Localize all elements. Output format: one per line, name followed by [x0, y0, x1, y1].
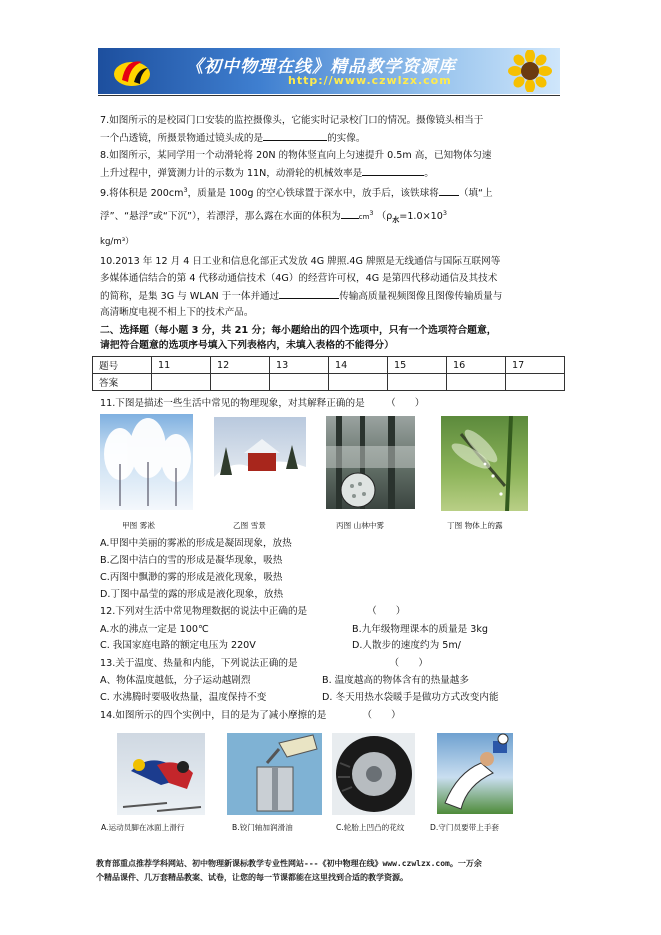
- q10-text-b: 传输高质量视频图像且图像传输质量与: [339, 291, 503, 302]
- footer: [96, 857, 566, 885]
- q7-answer-blank[interactable]: [263, 130, 327, 141]
- goalkeeper-image: [437, 733, 513, 814]
- q9-line3: kg/m³）: [100, 237, 134, 247]
- q13-option-d: D. 冬天用热水袋暖手是做功方式改变内能: [322, 692, 499, 703]
- q12-option-a: A.水的沸点一定是 100℃: [100, 624, 209, 635]
- tire-icon: [332, 733, 415, 815]
- q10-line4: 高清晰度电视不相上下的技术产品。: [100, 307, 254, 318]
- oil-can-hinge-icon: [227, 733, 322, 815]
- answer-cell[interactable]: [388, 374, 447, 391]
- site-title: 《初中物理在线》精品教学资源库: [186, 57, 456, 77]
- q12-stem: 12.下列对生活中常见物理数据的说法中正确的是 （ ）: [100, 606, 406, 617]
- table-cell-label: 答案: [93, 374, 152, 391]
- q9-text-c: （填“上: [458, 188, 493, 200]
- snow-scene-image: [214, 417, 306, 512]
- frost-tree-icon: [100, 414, 193, 510]
- q14-caption-d: D.守门员要带上手套: [430, 823, 500, 832]
- q8-answer-blank[interactable]: [362, 165, 424, 176]
- q12-option-b: B.九年级物理课本的质量是 3kg: [352, 624, 488, 635]
- q14-caption-c: C.轮胎上凹凸的花纹: [336, 823, 405, 832]
- q10-answer-blank[interactable]: [279, 288, 339, 299]
- answer-cell[interactable]: [152, 374, 211, 391]
- q8-line2: [100, 165, 434, 181]
- answer-table: [92, 356, 565, 391]
- answer-cell[interactable]: [447, 374, 506, 391]
- q10-line3: [100, 288, 502, 304]
- q9-answer-blank-1[interactable]: [439, 185, 459, 196]
- q9-density: =1.0×10: [399, 211, 443, 223]
- table-row-answers: [93, 374, 565, 391]
- q14-stem: 14.如图所示的四个实例中，目的是为了减小摩擦的是 （ ）: [100, 710, 401, 721]
- q13-stem: 13.关于温度、热量和内能，下列说法正确的是 （ ）: [100, 658, 428, 669]
- dew-dragonfly-image: [441, 416, 528, 511]
- q9-text-a: 9.将体积是 200cm: [100, 188, 184, 200]
- skater-image: [117, 733, 205, 815]
- answer-cell[interactable]: [329, 374, 388, 391]
- footer-line2: 个精品课件、几万套精品教案、试卷，让您的每一节课都能在这里找到合适的教学资源。: [96, 873, 408, 882]
- red-barn-icon: [214, 417, 306, 512]
- table-cell-number: 17: [506, 357, 565, 374]
- q8-line1: 8.如图所示，某同学用一个动滑轮将 20N 的物体竖直向上匀速提升 0.5m 高，已知物体匀速: [100, 150, 492, 161]
- q11-option-a: A.甲图中美丽的雾凇的形成是凝固现象，放热: [100, 538, 292, 549]
- section2-heading-line1: 二、选择题（每小题 3 分，共 21 分；每小题给出的四个选项中，只有一个选项符合题意，: [100, 325, 497, 336]
- q11-stem: 11.下图是描述一些生活中常见的物理现象，对其解释正确的是 （ ）: [100, 398, 425, 409]
- dragonfly-icon: [441, 416, 528, 511]
- tire-image: [332, 733, 415, 815]
- q14-caption-a: A.运动员脚在冰面上滑行: [101, 823, 185, 832]
- q11-option-c: C.丙图中飘渺的雾的形成是液化现象，吸热: [100, 572, 283, 583]
- q7-line2: [100, 130, 365, 146]
- goalkeeper-icon: [437, 733, 513, 814]
- q9-rho-sub: 水: [392, 216, 400, 225]
- q7-text-b: 的实像。: [327, 133, 366, 144]
- q14-caption-b: B.铰门轴加润滑油: [232, 823, 293, 832]
- table-cell-number: 16: [447, 357, 506, 374]
- q11-option-d: D.丁图中晶莹的露的形成是液化现象，放热: [100, 589, 284, 600]
- q11-caption-a: 甲图 雾凇: [122, 521, 155, 530]
- answer-cell[interactable]: [211, 374, 270, 391]
- fog-droplet-icon: [326, 416, 415, 509]
- q13-option-a: A、物体温度越低，分子运动越剧烈: [100, 675, 251, 686]
- q9-line2: 浮”、“悬浮”或“下沉”），若漂浮，那么露在水面的体积为 $cm^3$ （$\rho_水=1.0\times 10^3$: [100, 209, 447, 225]
- sunflower-icon: [506, 50, 554, 92]
- q9-text-b: ，质量是 100g 的空心铁球置于深水中，放手后，该铁球将: [187, 188, 439, 200]
- q9-text-d: 浮”、“悬浮”或“下沉”），若漂浮，那么露在水面的体积为: [100, 211, 341, 223]
- q10-line1: 10.2013 年 12 月 4 日工业和信息化部正式发放 4G 牌照.4G 牌照是无线通信与国际互联网等: [100, 256, 501, 267]
- table-cell-label: 题号: [93, 357, 152, 374]
- skater-icon: [117, 733, 205, 815]
- hinge-image: [227, 733, 322, 815]
- answer-cell[interactable]: [506, 374, 565, 391]
- q8-text-a: 上升过程中，弹簧测力计的示数为 11N，动滑轮的机械效率是: [100, 168, 363, 179]
- header-divider: [98, 95, 560, 96]
- q13-option-c: C. 水沸腾时要吸收热量，温度保持不变: [100, 692, 267, 703]
- site-url[interactable]: http://www.czwlzx.com: [288, 74, 452, 87]
- table-row-numbers: [93, 357, 565, 374]
- q9-unit: cm: [358, 213, 370, 222]
- table-cell-number: 14: [329, 357, 388, 374]
- table-cell-number: 12: [211, 357, 270, 374]
- table-cell-number: 11: [152, 357, 211, 374]
- q11-caption-b: 乙图 雪景: [233, 521, 266, 530]
- q12-option-c: C. 我国家庭电路的额定电压为 220V: [100, 640, 256, 651]
- answer-cell[interactable]: [270, 374, 329, 391]
- q9-rho: （ρ: [376, 211, 393, 223]
- q11-option-b: B.乙图中洁白的雪的形成是凝华现象，吸热: [100, 555, 283, 566]
- q7-line1: 7.如图所示的是校园门口安装的监控摄像头，它能实时记录校门口的情况。摄像镜头相当于: [100, 115, 484, 126]
- footer-line1: 教育部重点推荐学科网站、初中物理新课标教学专业性网站---《初中物理在线》www.czwlzx.com。一万余: [96, 859, 482, 868]
- header-banner: [98, 48, 560, 94]
- q13-option-b: B. 温度越高的物体含有的热量越多: [322, 675, 469, 686]
- q10-line2: 多媒体通信结合的第 4 代移动通信技术（4G）的经营许可权，4G 是第四代移动通信及其技术: [100, 273, 498, 284]
- q11-caption-c: 丙图 山林中雾: [336, 521, 384, 530]
- q9-line1: 9.将体积是 $200cm^3$，质量是 100g 的空心铁球置于深水中，放手后，该铁球将 （填“上: [100, 186, 493, 200]
- section2-heading-line2: 请把符合题意的选项序号填入下列表格内，未填入表格的不能得分）: [100, 340, 394, 351]
- table-cell-number: 13: [270, 357, 329, 374]
- site-logo-icon: [112, 54, 152, 88]
- table-cell-number: 15: [388, 357, 447, 374]
- q9-answer-blank-2[interactable]: [341, 208, 359, 219]
- q8-text-b: 。: [424, 168, 434, 179]
- q10-text-a: 的简称，是集 3G 与 WLAN 于一体并通过: [100, 291, 280, 302]
- q11-caption-d: 丁图 物体上的露: [447, 521, 503, 530]
- forest-fog-image: [326, 416, 415, 509]
- q12-option-d: D.人散步的速度约为 5m/: [352, 640, 461, 651]
- q7-text-a: 一个凸透镜，所摄景物通过镜头成的是: [100, 133, 264, 144]
- rime-image: [100, 414, 193, 510]
